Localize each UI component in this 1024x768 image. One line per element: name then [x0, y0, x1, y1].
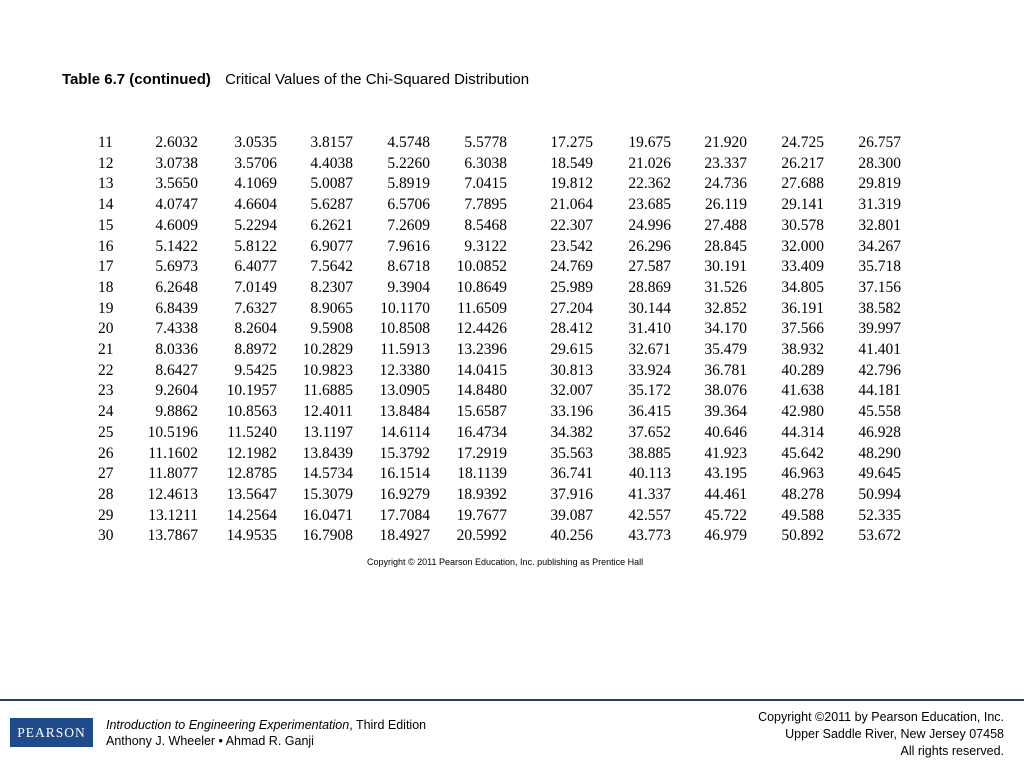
degrees-of-freedom-cell: 25	[98, 423, 114, 441]
book-title: Introduction to Engineering Experimentation	[106, 718, 350, 732]
critical-value-cell: 37.566	[781, 320, 824, 338]
degrees-of-freedom-cell: 20	[98, 320, 114, 338]
critical-value-cell: 16.1514	[379, 465, 430, 483]
critical-value-cell: 3.0535	[234, 134, 277, 151]
degrees-of-freedom-cell: 27	[98, 465, 114, 483]
critical-value-cell: 35.718	[858, 258, 901, 276]
footer-divider	[0, 699, 1024, 701]
critical-value-cell: 21.064	[550, 196, 593, 214]
critical-value-cell: 5.6287	[310, 196, 353, 214]
critical-value-cell: 26.119	[704, 196, 747, 214]
critical-value-cell: 27.587	[628, 258, 671, 276]
critical-value-cell: 13.5647	[226, 485, 277, 503]
critical-value-cell: 42.796	[858, 361, 901, 379]
critical-value-cell: 44.314	[781, 423, 824, 441]
degrees-of-freedom-cell: 14	[98, 196, 114, 214]
critical-value-cell: 39.997	[858, 320, 901, 338]
slide-title	[62, 71, 529, 88]
critical-value-cell: 32.007	[550, 382, 593, 400]
critical-value-cell: 18.549	[550, 154, 593, 172]
critical-value-cell: 31.526	[704, 278, 747, 296]
critical-value-cell: 15.3792	[379, 444, 430, 462]
degrees-of-freedom-cell: 12	[98, 154, 114, 172]
table-row	[98, 506, 901, 527]
critical-value-cell: 10.0852	[456, 258, 507, 276]
critical-value-cell: 40.646	[704, 423, 747, 441]
critical-value-cell: 8.8972	[234, 341, 277, 359]
table-row	[98, 485, 901, 506]
critical-value-cell: 6.2621	[310, 216, 353, 234]
critical-value-cell: 3.5706	[234, 154, 277, 172]
critical-value-cell: 12.8785	[226, 465, 277, 483]
critical-value-cell: 23.337	[704, 154, 747, 172]
critical-value-cell: 35.172	[628, 382, 671, 400]
critical-value-cell: 44.461	[704, 485, 747, 503]
critical-value-cell: 38.076	[704, 382, 747, 400]
critical-value-cell: 28.300	[858, 154, 901, 172]
critical-value-cell: 6.3038	[464, 154, 507, 172]
chi-squared-table-body	[98, 133, 901, 547]
critical-value-cell: 5.1422	[155, 237, 198, 255]
critical-value-cell: 5.0087	[310, 175, 353, 193]
table-row	[98, 423, 901, 444]
critical-value-cell: 23.542	[550, 237, 593, 255]
critical-value-cell: 45.722	[704, 506, 747, 524]
critical-value-cell: 18.9392	[456, 485, 507, 503]
table-row	[98, 195, 901, 216]
critical-value-cell: 35.563	[550, 444, 593, 462]
critical-value-cell: 8.5468	[464, 216, 507, 234]
critical-value-cell: 26.296	[628, 237, 671, 255]
publisher-copyright-line-2: Upper Saddle River, New Jersey 07458	[785, 727, 1004, 741]
critical-value-cell: 52.335	[858, 506, 901, 524]
critical-value-cell: 37.156	[858, 278, 901, 296]
critical-value-cell: 33.924	[628, 361, 671, 379]
table-row	[98, 381, 901, 402]
critical-value-cell: 9.3904	[387, 278, 430, 296]
book-edition: , Third Edition	[349, 718, 427, 732]
critical-value-cell: 10.2829	[302, 341, 353, 359]
critical-value-cell: 15.3079	[302, 485, 353, 503]
critical-value-cell: 24.736	[704, 175, 747, 193]
critical-value-cell: 8.2307	[310, 278, 353, 296]
degrees-of-freedom-cell: 29	[98, 506, 114, 524]
critical-value-cell: 40.256	[550, 527, 593, 545]
degrees-of-freedom-cell: 17	[98, 258, 114, 276]
critical-value-cell: 7.9616	[387, 237, 430, 255]
critical-value-cell: 31.319	[858, 196, 901, 214]
critical-value-cell: 7.4338	[155, 320, 198, 338]
critical-value-cell: 30.578	[781, 216, 824, 234]
critical-value-cell: 11.5240	[227, 423, 277, 441]
degrees-of-freedom-cell: 19	[98, 299, 114, 317]
critical-value-cell: 9.5425	[234, 361, 277, 379]
critical-value-cell: 14.8480	[456, 382, 507, 400]
critical-value-cell: 46.928	[858, 423, 901, 441]
critical-value-cell: 37.652	[628, 423, 671, 441]
critical-value-cell: 8.0336	[155, 341, 198, 359]
critical-value-cell: 12.4426	[456, 320, 507, 338]
critical-value-cell: 24.725	[781, 134, 824, 151]
critical-value-cell: 27.204	[550, 299, 593, 317]
table-number-label: Table 6.7 (continued)	[62, 71, 211, 88]
critical-value-cell: 14.0415	[456, 361, 507, 379]
critical-value-cell: 18.1139	[457, 465, 507, 483]
degrees-of-freedom-cell: 26	[98, 444, 114, 462]
critical-value-cell: 44.181	[858, 382, 901, 400]
critical-value-cell: 12.4011	[303, 403, 353, 421]
critical-value-cell: 25.989	[550, 278, 593, 296]
critical-value-cell: 17.275	[550, 134, 593, 151]
critical-value-cell: 10.1957	[226, 382, 277, 400]
degrees-of-freedom-cell: 13	[98, 175, 114, 193]
table-row	[98, 133, 901, 154]
critical-value-cell: 29.819	[858, 175, 901, 193]
critical-value-cell: 17.7084	[379, 506, 430, 524]
table-row	[98, 257, 901, 278]
critical-value-cell: 39.364	[704, 403, 747, 421]
critical-value-cell: 32.801	[858, 216, 901, 234]
critical-value-cell: 5.2294	[234, 216, 277, 234]
critical-value-cell: 28.869	[628, 278, 671, 296]
critical-value-cell: 21.920	[704, 134, 747, 151]
critical-value-cell: 13.1197	[303, 423, 353, 441]
critical-value-cell: 11.5913	[380, 341, 430, 359]
critical-value-cell: 16.0471	[302, 506, 353, 524]
critical-value-cell: 3.5650	[155, 175, 198, 193]
critical-value-cell: 40.113	[628, 465, 671, 483]
degrees-of-freedom-cell: 22	[98, 361, 114, 379]
table-row	[98, 174, 901, 195]
critical-value-cell: 11.1602	[148, 444, 198, 462]
critical-value-cell: 34.267	[858, 237, 901, 255]
critical-value-cell: 38.885	[628, 444, 671, 462]
critical-value-cell: 37.916	[550, 485, 593, 503]
critical-value-cell: 28.845	[704, 237, 747, 255]
critical-value-cell: 36.781	[704, 361, 747, 379]
critical-value-cell: 6.9077	[310, 237, 353, 255]
table-row	[98, 444, 901, 465]
degrees-of-freedom-cell: 21	[98, 341, 114, 359]
critical-value-cell: 49.645	[858, 465, 901, 483]
critical-value-cell: 38.582	[858, 299, 901, 317]
critical-value-cell: 46.979	[704, 527, 747, 545]
critical-value-cell: 10.8508	[379, 320, 430, 338]
critical-value-cell: 24.769	[550, 258, 593, 276]
critical-value-cell: 3.8157	[310, 134, 353, 151]
table-row	[98, 278, 901, 299]
critical-value-cell: 45.558	[858, 403, 901, 421]
degrees-of-freedom-cell: 11	[98, 134, 113, 151]
critical-value-cell: 46.963	[781, 465, 824, 483]
critical-value-cell: 13.8439	[302, 444, 353, 462]
critical-value-cell: 36.191	[781, 299, 824, 317]
critical-value-cell: 39.087	[550, 506, 593, 524]
table-row	[98, 299, 901, 320]
critical-value-cell: 4.4038	[310, 154, 353, 172]
critical-value-cell: 32.000	[781, 237, 824, 255]
critical-value-cell: 24.996	[628, 216, 671, 234]
critical-value-cell: 48.290	[858, 444, 901, 462]
critical-value-cell: 42.557	[628, 506, 671, 524]
critical-value-cell: 4.1069	[234, 175, 277, 193]
critical-value-cell: 36.741	[550, 465, 593, 483]
critical-value-cell: 12.1982	[226, 444, 277, 462]
critical-value-cell: 3.0738	[155, 154, 198, 172]
degrees-of-freedom-cell: 16	[98, 237, 114, 255]
table-row	[98, 464, 901, 485]
pearson-logo	[10, 718, 93, 747]
critical-value-cell: 6.5706	[387, 196, 430, 214]
critical-value-cell: 6.4077	[234, 258, 277, 276]
critical-value-cell: 27.688	[781, 175, 824, 193]
degrees-of-freedom-cell: 30	[98, 527, 114, 545]
critical-value-cell: 29.615	[550, 341, 593, 359]
critical-value-cell: 14.6114	[380, 423, 430, 441]
critical-value-cell: 6.8439	[155, 299, 198, 317]
critical-value-cell: 7.2609	[387, 216, 430, 234]
table-copyright: Copyright © 2011 Pearson Education, Inc. publishing as Prentice Hall	[367, 557, 644, 567]
critical-value-cell: 34.805	[781, 278, 824, 296]
critical-value-cell: 50.994	[858, 485, 901, 503]
critical-value-cell: 8.9065	[310, 299, 353, 317]
critical-value-cell: 10.1170	[380, 299, 430, 317]
critical-value-cell: 34.170	[704, 320, 747, 338]
critical-value-cell: 34.382	[550, 423, 593, 441]
critical-value-cell: 5.8919	[387, 175, 430, 193]
critical-value-cell: 5.2260	[387, 154, 430, 172]
critical-value-cell: 4.6604	[234, 196, 277, 214]
critical-value-cell: 7.5642	[310, 258, 353, 276]
table-row	[98, 237, 901, 258]
publisher-copyright-line-1: Copyright ©2011 by Pearson Education, Inc.	[758, 710, 1004, 724]
critical-value-cell: 33.196	[550, 403, 593, 421]
table-row	[98, 402, 901, 423]
chi-squared-table	[98, 133, 901, 547]
critical-value-cell: 12.3380	[379, 361, 430, 379]
critical-value-cell: 7.6327	[234, 299, 277, 317]
table-row	[98, 361, 901, 382]
critical-value-cell: 4.5748	[387, 134, 430, 151]
critical-value-cell: 48.278	[781, 485, 824, 503]
critical-value-cell: 43.195	[704, 465, 747, 483]
critical-value-cell: 11.6509	[457, 299, 507, 317]
critical-value-cell: 7.0149	[234, 278, 277, 296]
critical-value-cell: 13.0905	[379, 382, 430, 400]
critical-value-cell: 7.7895	[464, 196, 507, 214]
degrees-of-freedom-cell: 23	[98, 382, 114, 400]
critical-value-cell: 35.479	[704, 341, 747, 359]
critical-value-cell: 8.2604	[234, 320, 277, 338]
critical-value-cell: 9.5908	[310, 320, 353, 338]
critical-value-cell: 42.980	[781, 403, 824, 421]
critical-value-cell: 27.488	[704, 216, 747, 234]
critical-value-cell: 26.217	[781, 154, 824, 172]
critical-value-cell: 13.7867	[147, 527, 198, 545]
critical-value-cell: 10.9823	[302, 361, 353, 379]
critical-value-cell: 41.923	[704, 444, 747, 462]
critical-value-cell: 38.932	[781, 341, 824, 359]
critical-value-cell: 49.588	[781, 506, 824, 524]
critical-value-cell: 26.757	[858, 134, 901, 151]
degrees-of-freedom-cell: 15	[98, 216, 114, 234]
critical-value-cell: 22.362	[628, 175, 671, 193]
critical-value-cell: 10.8563	[226, 403, 277, 421]
critical-value-cell: 19.675	[628, 134, 671, 151]
critical-value-cell: 28.412	[550, 320, 593, 338]
table-title-text: Critical Values of the Chi-Squared Distribution	[225, 71, 530, 88]
publisher-copyright-line-3: All rights reserved.	[900, 744, 1004, 758]
critical-value-cell: 15.6587	[456, 403, 507, 421]
critical-value-cell: 14.2564	[226, 506, 277, 524]
critical-value-cell: 11.8077	[148, 465, 198, 483]
critical-value-cell: 41.337	[628, 485, 671, 503]
critical-value-cell: 30.144	[628, 299, 671, 317]
publisher-copyright	[758, 709, 1004, 760]
critical-value-cell: 36.415	[628, 403, 671, 421]
critical-value-cell: 5.8122	[234, 237, 277, 255]
critical-value-cell: 7.0415	[464, 175, 507, 193]
book-info	[106, 717, 426, 749]
critical-value-cell: 19.7677	[456, 506, 507, 524]
critical-value-cell: 12.4613	[147, 485, 198, 503]
degrees-of-freedom-cell: 18	[98, 278, 114, 296]
book-authors: Anthony J. Wheeler • Ahmad R. Ganji	[106, 734, 314, 748]
critical-value-cell: 9.3122	[464, 237, 507, 255]
critical-value-cell: 10.8649	[456, 278, 507, 296]
critical-value-cell: 40.289	[781, 361, 824, 379]
critical-value-cell: 53.672	[858, 527, 901, 545]
critical-value-cell: 13.1211	[148, 506, 198, 524]
table-row	[98, 526, 901, 547]
critical-value-cell: 22.307	[550, 216, 593, 234]
degrees-of-freedom-cell: 28	[98, 485, 114, 503]
critical-value-cell: 8.6427	[155, 361, 198, 379]
critical-value-cell: 13.8484	[379, 403, 430, 421]
critical-value-cell: 17.2919	[456, 444, 507, 462]
critical-value-cell: 23.685	[628, 196, 671, 214]
critical-value-cell: 50.892	[781, 527, 824, 545]
critical-value-cell: 9.2604	[155, 382, 198, 400]
critical-value-cell: 14.9535	[226, 527, 277, 545]
critical-value-cell: 45.642	[781, 444, 824, 462]
critical-value-cell: 43.773	[628, 527, 671, 545]
critical-value-cell: 21.026	[628, 154, 671, 172]
critical-value-cell: 30.813	[550, 361, 593, 379]
critical-value-cell: 41.401	[858, 341, 901, 359]
critical-value-cell: 11.6885	[303, 382, 353, 400]
critical-value-cell: 30.191	[704, 258, 747, 276]
critical-value-cell: 8.6718	[387, 258, 430, 276]
critical-value-cell: 4.0747	[155, 196, 198, 214]
critical-value-cell: 14.5734	[302, 465, 353, 483]
critical-value-cell: 31.410	[628, 320, 671, 338]
critical-value-cell: 2.6032	[155, 134, 198, 151]
critical-value-cell: 20.5992	[456, 527, 507, 545]
critical-value-cell: 16.4734	[456, 423, 507, 441]
table-row	[98, 319, 901, 340]
critical-value-cell: 16.7908	[302, 527, 353, 545]
degrees-of-freedom-cell: 24	[98, 403, 114, 421]
critical-value-cell: 41.638	[781, 382, 824, 400]
critical-value-cell: 5.5778	[464, 134, 507, 151]
critical-value-cell: 29.141	[781, 196, 824, 214]
critical-value-cell: 13.2396	[456, 341, 507, 359]
critical-value-cell: 33.409	[781, 258, 824, 276]
pearson-logo-text: PEARSON	[17, 724, 86, 740]
critical-value-cell: 19.812	[550, 175, 593, 193]
critical-value-cell: 5.6973	[155, 258, 198, 276]
critical-value-cell: 6.2648	[155, 278, 198, 296]
book-title-line	[106, 717, 426, 733]
table-row	[98, 216, 901, 237]
table-row	[98, 340, 901, 361]
critical-value-cell: 32.852	[704, 299, 747, 317]
critical-value-cell: 4.6009	[155, 216, 198, 234]
critical-value-cell: 16.9279	[379, 485, 430, 503]
critical-value-cell: 10.5196	[147, 423, 198, 441]
table-row	[98, 154, 901, 175]
critical-value-cell: 18.4927	[379, 527, 430, 545]
critical-value-cell: 9.8862	[155, 403, 198, 421]
critical-value-cell: 32.671	[628, 341, 671, 359]
